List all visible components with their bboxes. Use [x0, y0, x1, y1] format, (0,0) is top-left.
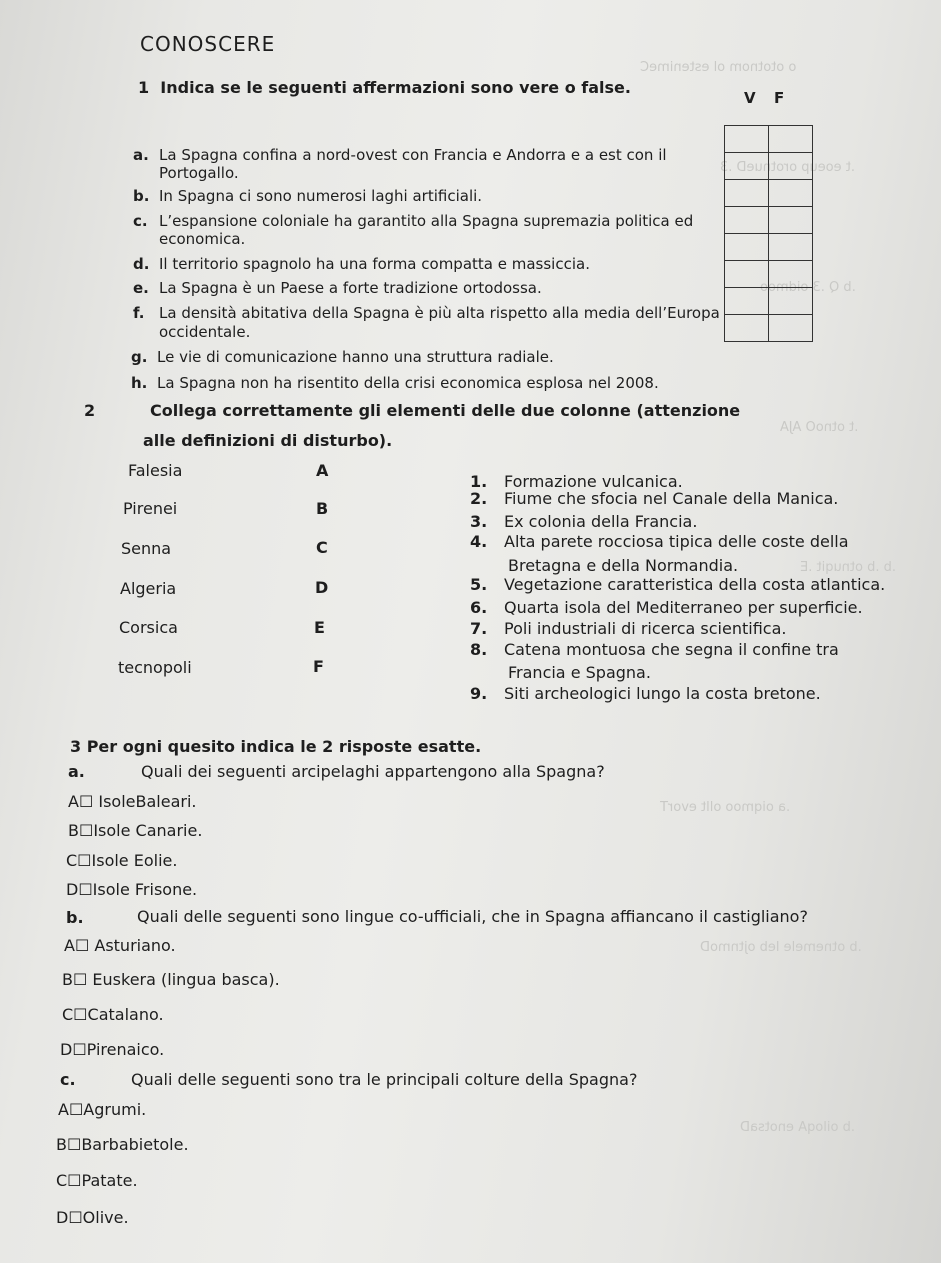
- option-b-c[interactable]: C☐Catalano.: [62, 1005, 164, 1024]
- vf-row: [725, 315, 813, 342]
- definition-6: 6. Quarta isola del Mediterraneo per superficie.: [470, 598, 863, 617]
- true-checkbox[interactable]: [725, 288, 769, 315]
- definition-2: 2. Fiume che sfocia nel Canale della Manica.: [470, 489, 839, 508]
- definition-3: 3. Ex colonia della Francia.: [470, 512, 698, 531]
- match-term: Falesia: [128, 461, 183, 480]
- match-term: Algeria: [120, 579, 177, 598]
- option-b-a[interactable]: A☐ Asturiano.: [64, 936, 176, 955]
- match-letter: E: [314, 618, 325, 637]
- question-a-label: a.: [68, 762, 85, 781]
- definition-8: 8. Catena montuosa che segna il confine tra: [470, 640, 839, 659]
- definition-8-continued: Francia e Spagna.: [508, 663, 651, 682]
- true-checkbox[interactable]: [725, 261, 769, 288]
- exercise-2-instruction: Collega correttamente gli elementi delle due colonne (attenzione: [150, 401, 741, 420]
- match-term: Pirenei: [123, 499, 178, 518]
- statement-f: f. La densità abitativa della Spagna è più alta rispetto alla media dell’Europa: [133, 304, 720, 322]
- option-b-b[interactable]: B☐ Euskera (lingua basca).: [62, 970, 280, 989]
- exercise-1-instruction: Indica se le seguenti affermazioni sono vere o false.: [160, 78, 631, 97]
- vf-row: [725, 261, 813, 288]
- false-checkbox[interactable]: [769, 261, 813, 288]
- option-c-d[interactable]: D☐Olive.: [56, 1208, 129, 1227]
- true-checkbox[interactable]: [725, 315, 769, 342]
- match-letter: B: [316, 499, 329, 518]
- definition-4: 4. Alta parete rocciosa tipica delle coste della: [470, 532, 849, 551]
- false-column-header: F: [774, 89, 785, 107]
- statement-g: g. Le vie di comunicazione hanno una struttura radiale.: [131, 348, 554, 366]
- option-a-a[interactable]: A☐ IsoleBaleari.: [68, 792, 197, 811]
- question-b-text: Quali delle seguenti sono lingue co-ufficiali, che in Spagna affiancano il castigliano?: [137, 907, 808, 926]
- exercise-3-heading: 3 Per ogni quesito indica le 2 risposte esatte.: [70, 737, 482, 756]
- true-checkbox[interactable]: [725, 153, 769, 180]
- option-a-c[interactable]: C☐Isole Eolie.: [66, 851, 178, 870]
- vf-row: [725, 153, 813, 180]
- match-letter: F: [313, 657, 324, 676]
- exercise-2-number: 2: [84, 401, 96, 420]
- option-c-c[interactable]: C☐Patate.: [56, 1171, 138, 1190]
- exercise-1-heading: [138, 79, 631, 97]
- question-c-text: Quali delle seguenti sono tra le principali colture della Spagna?: [131, 1070, 638, 1089]
- option-c-b[interactable]: B☐Barbabietole.: [56, 1135, 189, 1154]
- statement-h: h. La Spagna non ha risentito della crisi economica esplosa nel 2008.: [131, 374, 659, 392]
- statement-c: c. L’espansione coloniale ha garantito alla Spagna supremazia politica ed: [133, 212, 694, 230]
- false-checkbox[interactable]: [769, 234, 813, 261]
- exercise-2-instruction-continued: alle definizioni di disturbo).: [143, 431, 393, 450]
- false-checkbox[interactable]: [769, 288, 813, 315]
- vf-row: [725, 126, 813, 153]
- false-checkbox[interactable]: [769, 153, 813, 180]
- question-c-label: c.: [60, 1070, 76, 1089]
- false-checkbox[interactable]: [769, 126, 813, 153]
- exercise-1-number: 1: [138, 78, 150, 97]
- definition-4-continued: Bretagna e della Normandia.: [508, 556, 739, 575]
- section-title: CONOSCERE: [140, 32, 276, 56]
- statement-f-continued: occidentale.: [159, 323, 251, 341]
- false-checkbox[interactable]: [769, 207, 813, 234]
- statement-c-continued: economica.: [159, 230, 246, 248]
- match-letter: A: [316, 461, 329, 480]
- option-a-b[interactable]: B☐Isole Canarie.: [68, 821, 203, 840]
- true-checkbox[interactable]: [725, 126, 769, 153]
- definition-1: 1. Formazione vulcanica.: [470, 472, 683, 491]
- option-b-d[interactable]: D☐Pirenaico.: [60, 1040, 165, 1059]
- question-a-text: Quali dei seguenti arcipelaghi appartengono alla Spagna?: [141, 762, 605, 781]
- true-checkbox[interactable]: [725, 180, 769, 207]
- definition-7: 7. Poli industriali di ricerca scientifica.: [470, 619, 787, 638]
- vf-row: [725, 288, 813, 315]
- true-checkbox[interactable]: [725, 234, 769, 261]
- statement-e: e. La Spagna è un Paese a forte tradizione ortodossa.: [133, 279, 542, 297]
- vf-row: [725, 207, 813, 234]
- match-letter: D: [315, 578, 329, 597]
- statement-b: b. In Spagna ci sono numerosi laghi artificiali.: [133, 187, 483, 205]
- statement-a: a. La Spagna confina a nord-ovest con Francia e Andorra e a est con il: [133, 146, 667, 164]
- false-checkbox[interactable]: [769, 315, 813, 342]
- definition-5: 5. Vegetazione caratteristica della costa atlantica.: [470, 575, 886, 594]
- statement-d: d. Il territorio spagnolo ha una forma compatta e massiccia.: [133, 255, 590, 273]
- match-term: tecnopoli: [118, 658, 192, 677]
- true-column-header: V: [744, 89, 756, 107]
- statement-a-continued: Portogallo.: [159, 164, 239, 182]
- question-b-label: b.: [66, 908, 84, 927]
- true-checkbox[interactable]: [725, 207, 769, 234]
- option-c-a[interactable]: A☐Agrumi.: [58, 1100, 147, 1119]
- vf-row: [725, 180, 813, 207]
- vf-row: [725, 234, 813, 261]
- false-checkbox[interactable]: [769, 180, 813, 207]
- option-a-d[interactable]: D☐Isole Frisone.: [66, 880, 198, 899]
- match-letter: C: [316, 538, 328, 557]
- match-term: Corsica: [119, 618, 178, 637]
- true-false-answer-grid: [724, 125, 813, 342]
- definition-9: 9. Siti archeologici lungo la costa bretone.: [470, 684, 821, 703]
- match-term: Senna: [121, 539, 172, 558]
